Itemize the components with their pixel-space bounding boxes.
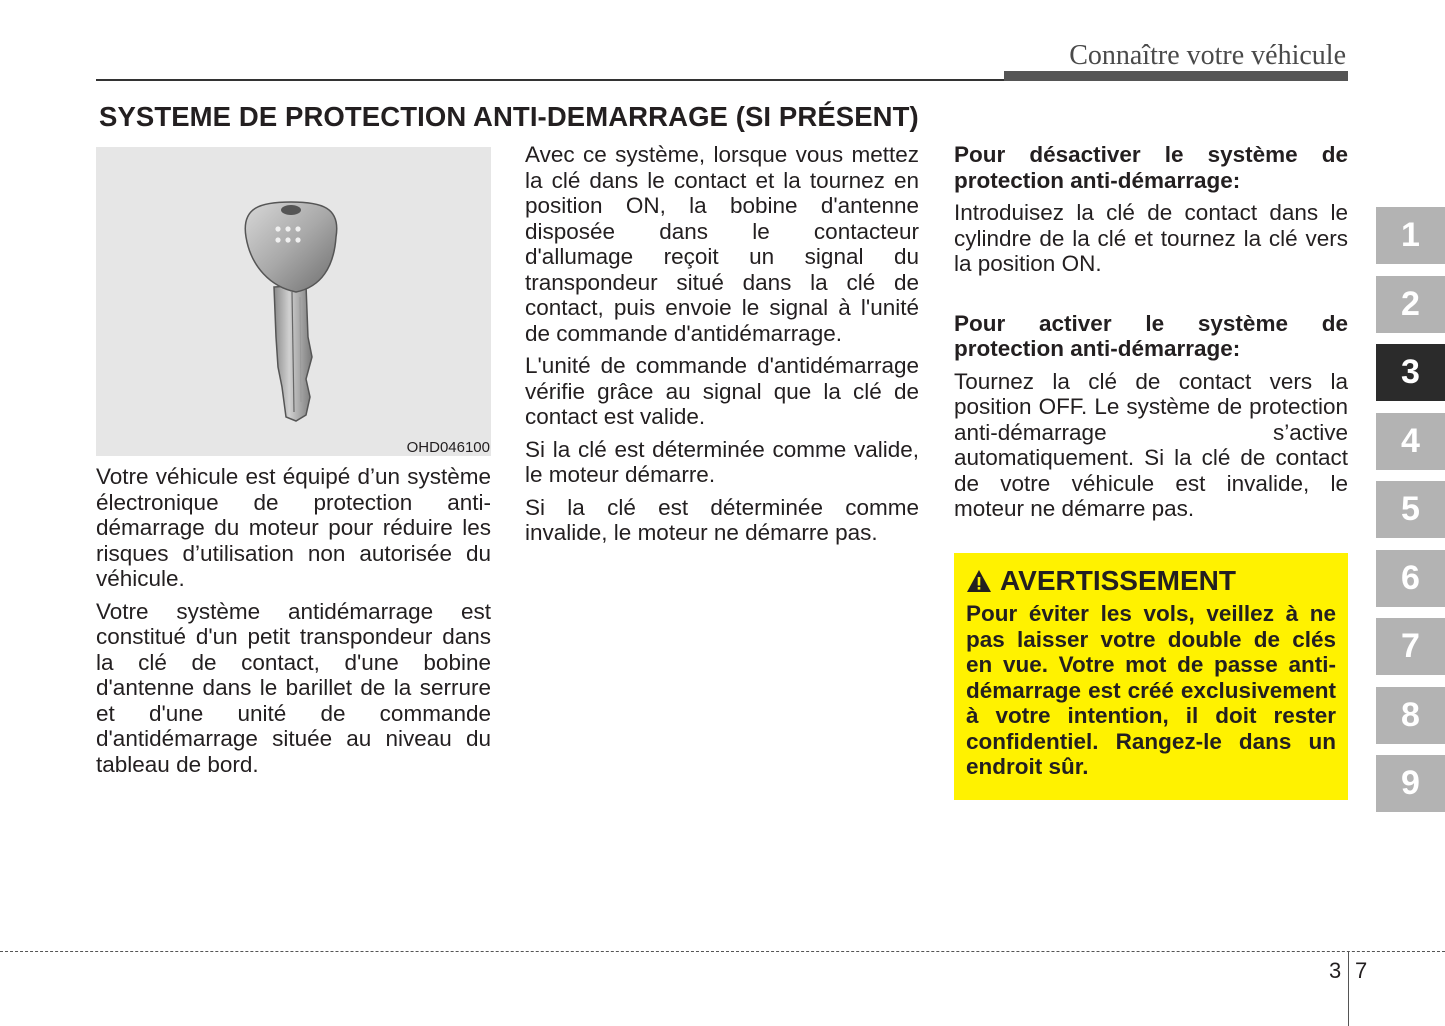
chapter-tab-4[interactable]: 4 bbox=[1376, 413, 1445, 470]
header-bar bbox=[1004, 71, 1348, 81]
footer-chapter-number: 3 bbox=[1329, 958, 1342, 983]
chapter-tab-1[interactable]: 1 bbox=[1376, 207, 1445, 264]
chapter-tab-3[interactable]: 3 bbox=[1376, 344, 1445, 401]
footer-rule bbox=[0, 951, 1445, 952]
valid-key-paragraph: Si la clé est déterminée comme valide, le moteur démarre. bbox=[525, 436, 919, 487]
chapter-tabs bbox=[1376, 207, 1445, 824]
deactivate-heading: Pour désactiver le système de protection anti-démarrage: bbox=[954, 142, 1348, 193]
chapter-tab-9[interactable]: 9 bbox=[1376, 755, 1445, 812]
chapter-tab-5[interactable]: 5 bbox=[1376, 481, 1445, 538]
verification-paragraph: L'unité de commande d'antidémarrage vérifie grâce au signal que la clé de contact est valide. bbox=[525, 353, 919, 429]
column-2 bbox=[525, 142, 919, 553]
column-1 bbox=[96, 464, 491, 784]
chapter-tab-6[interactable]: 6 bbox=[1376, 550, 1445, 607]
warning-title: AVERTISSEMENT bbox=[1000, 565, 1236, 596]
footer-page-number: 7 bbox=[1355, 958, 1368, 983]
warning-triangle-icon bbox=[966, 569, 992, 593]
header-rule bbox=[96, 79, 1004, 81]
footer-separator bbox=[1348, 952, 1349, 1026]
figure-caption: OHD046100 bbox=[406, 439, 490, 456]
key-icon bbox=[96, 147, 491, 456]
chapter-tab-7[interactable]: 7 bbox=[1376, 618, 1445, 675]
activate-text: Tournez la clé de contact vers la position OFF. Le système de protection anti-démarrage s’active automatiquement. Si la clé de contact de votre véhicule est invalide, le moteur ne démarre pas. bbox=[954, 368, 1348, 521]
warning-box bbox=[954, 553, 1348, 800]
header-title: Connaître votre véhicule bbox=[1069, 40, 1346, 71]
warning-text: Pour éviter les vols, veillez à ne pas laisser votre double de clés en vue. Votre mot de passe anti-démarrage est créé exclusivement à votre intention, il doit rester confidentiel. Rangez-le dans un endroit sûr. bbox=[966, 601, 1336, 779]
deactivate-text: Introduisez la clé de contact dans le cylindre de la clé et tournez la clé vers la position ON. bbox=[954, 200, 1348, 276]
chapter-tab-2[interactable]: 2 bbox=[1376, 276, 1445, 333]
warning-header bbox=[966, 565, 1336, 597]
operation-paragraph: Avec ce système, lorsque vous mettez la clé dans le contact et la tournez en position ON, la bobine d'antenne disposée dans le contacteur d'allumage reçoit un signal du transpondeur situé dans la clé de contact, puis envoie le signal à l'unité de commande d'antidémarrage. bbox=[525, 142, 919, 346]
invalid-key-paragraph: Si la clé est déterminée comme invalide, le moteur ne démarre pas. bbox=[525, 494, 919, 545]
intro-paragraph: Votre véhicule est équipé d’un système électronique de protection anti-démarrage du moteur pour réduire les risques d’utilisation non autorisée du véhicule. bbox=[96, 464, 491, 591]
components-paragraph: Votre système antidémarrage est constitué d'un petit transpondeur dans la clé de contact, d'une bobine d'antenne dans le barillet de la serrure et d'une unité de commande d'antidémarrage située au niveau du tableau de bord. bbox=[96, 598, 491, 777]
key-figure bbox=[96, 147, 491, 456]
chapter-tab-8[interactable]: 8 bbox=[1376, 687, 1445, 744]
activate-heading: Pour activer le système de protection anti-démarrage: bbox=[954, 310, 1348, 361]
column-3 bbox=[954, 142, 1348, 529]
section-title: SYSTEME DE PROTECTION ANTI-DEMARRAGE (SI PRÉSENT) bbox=[99, 101, 919, 132]
